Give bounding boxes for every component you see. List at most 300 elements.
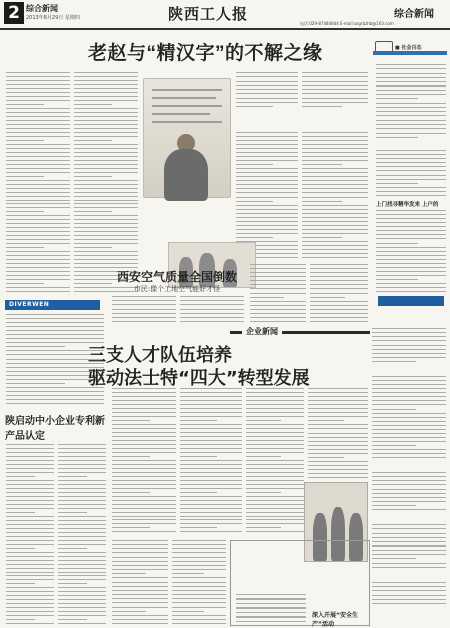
text-line: [112, 565, 168, 566]
text-line: [6, 243, 70, 244]
text-line: [112, 460, 176, 461]
text-line: [236, 176, 298, 177]
text-line: [112, 527, 150, 528]
text-line: [236, 89, 298, 90]
text-line: [236, 237, 273, 238]
text-line: [112, 424, 176, 425]
text-line: [180, 452, 242, 453]
lead-column-3: [236, 72, 298, 107]
text-line: [308, 408, 368, 409]
text-line: [376, 150, 446, 151]
text-line: [310, 313, 368, 314]
text-line: [246, 500, 304, 501]
text-line: [112, 577, 168, 578]
text-line: [302, 237, 342, 238]
text-line: [172, 602, 226, 603]
text-line: [6, 591, 54, 592]
text-line: [6, 572, 54, 573]
text-line: [250, 293, 306, 294]
text-line: [372, 524, 446, 525]
text-line: [372, 340, 446, 341]
text-line: [302, 221, 368, 222]
text-line: [376, 291, 446, 292]
lead-column-6: [302, 132, 368, 258]
text-line: [236, 598, 306, 599]
text-line: [308, 457, 344, 458]
text-line: [376, 187, 446, 188]
text-line: [372, 476, 446, 477]
text-line: [376, 166, 446, 167]
text-line: [172, 548, 226, 549]
text-line: [112, 440, 176, 441]
enterprise-banner-label: 企业新闻: [242, 326, 282, 337]
text-line: [302, 81, 368, 82]
text-line: [6, 84, 70, 85]
text-line: [302, 188, 368, 189]
text-line: [74, 80, 138, 81]
text-line: [250, 317, 306, 318]
header-info: 2013年8月29日 星期四: [26, 15, 80, 21]
text-line: [58, 480, 106, 481]
text-line: [6, 152, 70, 153]
text-line: [376, 137, 418, 138]
text-line: [372, 417, 446, 418]
text-line: [302, 140, 368, 141]
text-line: [6, 560, 54, 561]
text-line: [236, 140, 298, 141]
text-line: [172, 607, 226, 608]
text-line: [6, 448, 54, 449]
text-line: [6, 132, 70, 133]
text-line: [6, 136, 70, 137]
text-line: [372, 345, 446, 346]
text-line: [246, 452, 304, 453]
text-line: [372, 349, 446, 350]
text-line: [74, 227, 138, 228]
text-line: [376, 255, 446, 256]
text-line: [372, 505, 416, 506]
text-line: [58, 599, 106, 600]
text-line: [58, 496, 106, 497]
text-line: [250, 264, 306, 265]
text-line: [58, 579, 106, 580]
text-line: [376, 64, 446, 65]
text-line: [58, 568, 106, 569]
text-line: [74, 259, 138, 260]
text-line: [180, 412, 242, 413]
text-line: [112, 480, 176, 481]
safety-text: [236, 594, 306, 622]
text-line: [6, 556, 54, 557]
text-line: [6, 395, 104, 396]
text-line: [112, 300, 176, 301]
text-line: [112, 573, 146, 574]
text-line: [180, 460, 242, 461]
text-line: [172, 577, 226, 578]
text-line: [112, 586, 168, 587]
text-line: [58, 583, 87, 584]
text-line: [376, 81, 446, 82]
text-line: [112, 623, 168, 624]
text-line: [58, 524, 106, 525]
text-line: [6, 540, 54, 541]
text-line: [74, 243, 138, 244]
text-line: [302, 76, 368, 77]
text-line: [74, 116, 138, 117]
text-line: [180, 504, 242, 505]
text-line: [112, 444, 176, 445]
text-line: [112, 619, 168, 620]
text-line: [236, 213, 298, 214]
text-line: [236, 188, 298, 189]
text-line: [180, 480, 242, 481]
text-line: [236, 221, 298, 222]
text-line: [6, 176, 44, 177]
text-line: [308, 461, 368, 462]
text-line: [112, 317, 176, 318]
text-line: [180, 392, 242, 393]
text-line: [172, 586, 226, 587]
text-line: [6, 318, 104, 319]
text-line: [236, 192, 298, 193]
text-line: [74, 235, 138, 236]
text-line: [6, 247, 44, 248]
text-line: [6, 480, 54, 481]
text-line: [112, 456, 150, 457]
text-line: [372, 550, 446, 551]
text-line: [372, 537, 446, 538]
text-line: [58, 544, 106, 545]
text-line: [372, 586, 446, 587]
text-line: [308, 437, 368, 438]
text-line: [376, 103, 446, 104]
text-line: [58, 476, 87, 477]
text-line: [246, 508, 304, 509]
text-line: [246, 436, 304, 437]
text-line: [246, 428, 304, 429]
text-line: [58, 520, 106, 521]
text-line: [180, 420, 217, 421]
text-line: [112, 416, 176, 417]
text-line: [180, 500, 242, 501]
text-line: [180, 472, 242, 473]
text-line: [74, 84, 138, 85]
text-line: [246, 456, 281, 457]
text-line: [6, 383, 65, 384]
text-line: [74, 164, 138, 165]
text-line: [246, 480, 304, 481]
text-line: [112, 557, 168, 558]
text-line: [6, 619, 35, 620]
text-line: [74, 263, 138, 264]
text-line: [58, 619, 87, 620]
text-line: [376, 251, 446, 252]
text-line: [6, 464, 54, 465]
text-line: [6, 391, 104, 392]
text-line: [308, 473, 368, 474]
text-line: [6, 452, 54, 453]
text-line: [112, 420, 150, 421]
air-text-1: [112, 296, 176, 322]
text-line: [302, 176, 368, 177]
text-line: [112, 296, 176, 297]
text-line: [376, 267, 446, 268]
text-line: [236, 81, 298, 82]
text-line: [302, 98, 368, 99]
text-line: [6, 338, 104, 339]
text-line: [250, 301, 306, 302]
text-line: [302, 144, 368, 145]
text-line: [6, 603, 54, 604]
text-line: [112, 544, 168, 545]
text-line: [372, 328, 446, 329]
text-line: [112, 552, 168, 553]
text-line: [310, 301, 368, 302]
text-line: [302, 213, 368, 214]
text-line: [180, 400, 242, 401]
text-line: [372, 453, 446, 454]
text-line: [246, 516, 304, 517]
text-line: [6, 100, 70, 101]
text-line: [6, 508, 54, 509]
air-quality-subhead: 市民:像个工地空气能好才怪: [133, 285, 221, 293]
text-line: [250, 321, 306, 322]
text-line: [308, 396, 368, 397]
text-line: [6, 346, 65, 347]
text-line: [6, 92, 70, 93]
text-line: [246, 460, 304, 461]
text-line: [172, 569, 226, 570]
text-line: [310, 321, 368, 322]
text-line: [6, 104, 44, 105]
text-line: [302, 245, 368, 246]
text-line: [372, 501, 446, 502]
text-line: [74, 148, 138, 149]
text-line: [6, 524, 54, 525]
text-line: [302, 205, 368, 206]
text-line: [376, 77, 446, 78]
text-line: [236, 144, 298, 145]
text-line: [180, 296, 244, 297]
text-line: [372, 404, 446, 405]
text-line: [246, 416, 304, 417]
text-line: [308, 424, 368, 425]
text-line: [376, 283, 446, 284]
text-line: [6, 144, 70, 145]
text-line: [172, 594, 226, 595]
text-line: [180, 300, 244, 301]
text-line: [6, 116, 70, 117]
text-line: [58, 504, 106, 505]
text-line: [74, 136, 138, 137]
text-line: [372, 590, 446, 591]
text-line: [372, 392, 446, 393]
text-line: [74, 124, 138, 125]
text-line: [112, 408, 176, 409]
text-line: [310, 293, 368, 294]
text-line: [236, 168, 298, 169]
text-line: [376, 158, 446, 159]
text-line: [74, 96, 138, 97]
text-line: [6, 207, 70, 208]
text-line: [74, 255, 138, 256]
text-line: [6, 544, 54, 545]
text-line: [310, 268, 368, 269]
text-line: [376, 214, 446, 215]
text-line: [180, 484, 242, 485]
text-line: [172, 561, 226, 562]
text-line: [6, 516, 54, 517]
text-line: [308, 412, 368, 413]
text-line: [6, 255, 70, 256]
text-line: [376, 195, 446, 196]
text-line: [236, 136, 298, 137]
text-line: [180, 304, 244, 305]
text-line: [74, 215, 138, 216]
text-line: [308, 477, 368, 478]
text-line: [74, 92, 138, 93]
text-line: [112, 594, 168, 595]
text-line: [376, 175, 446, 176]
text-line: [172, 544, 226, 545]
right-banner-tag: ■ 社会百态: [395, 45, 422, 51]
text-line: [74, 247, 112, 248]
text-line: [112, 464, 176, 465]
text-line: [6, 399, 104, 400]
text-line: [112, 448, 176, 449]
text-line: [372, 388, 446, 389]
text-line: [6, 403, 104, 404]
text-line: [112, 615, 168, 616]
text-line: [180, 408, 242, 409]
text-line: [236, 607, 306, 608]
right-text-1: [376, 64, 446, 138]
person-figure: [164, 149, 208, 201]
text-line: [6, 552, 54, 553]
right-text-4: [372, 328, 446, 362]
text-line: [112, 452, 176, 453]
text-line: [112, 488, 176, 489]
enterprise-headline-line2: 驱动法士特“四大”转型发展: [88, 368, 310, 389]
text-line: [372, 376, 446, 377]
text-line: [112, 496, 176, 497]
text-line: [236, 106, 273, 107]
text-line: [376, 133, 446, 134]
text-line: [58, 595, 106, 596]
text-line: [376, 90, 446, 91]
lead-column-4: [302, 72, 368, 107]
text-line: [372, 445, 416, 446]
text-line: [180, 468, 242, 469]
text-line: [180, 321, 244, 322]
text-line: [376, 263, 446, 264]
patent-headline: 陕启动中小企业专利新产品认定: [5, 416, 105, 442]
text-line: [246, 484, 304, 485]
text-line: [302, 172, 368, 173]
text-line: [180, 464, 242, 465]
text-line: [180, 444, 242, 445]
text-line: [180, 317, 244, 318]
text-line: [236, 156, 298, 157]
text-line: [302, 168, 368, 169]
text-line: [6, 283, 44, 284]
text-line: [372, 489, 446, 490]
text-line: [302, 89, 368, 90]
text-line: [112, 540, 168, 541]
lead-headline: 老赵与“精汉字”的不解之缘: [88, 43, 323, 64]
text-line: [180, 523, 242, 524]
text-line: [372, 332, 446, 333]
text-line: [74, 140, 112, 141]
text-line: [372, 400, 446, 401]
text-line: [310, 276, 368, 277]
right-text-7: [372, 524, 446, 568]
text-line: [6, 484, 54, 485]
text-line: [58, 456, 106, 457]
text-line: [58, 564, 106, 565]
text-line: [372, 599, 446, 600]
text-line: [6, 322, 104, 323]
text-line: [58, 448, 106, 449]
text-line: [180, 388, 242, 389]
text-line: [180, 309, 244, 310]
text-line: [180, 492, 217, 493]
text-line: [74, 219, 138, 220]
text-line: [310, 284, 368, 285]
text-line: [376, 210, 446, 211]
text-line: [308, 400, 368, 401]
text-line: [112, 472, 176, 473]
text-line: [112, 531, 176, 532]
text-line: [6, 575, 54, 576]
text-line: [246, 440, 304, 441]
text-line: [112, 428, 176, 429]
text-line: [302, 136, 368, 137]
text-line: [6, 472, 54, 473]
text-line: [308, 453, 368, 454]
text-line: [6, 251, 70, 252]
text-line: [6, 108, 70, 109]
text-line: [112, 561, 168, 562]
text-line: [112, 396, 176, 397]
text-line: [6, 239, 70, 240]
text-line: [6, 235, 70, 236]
text-line: [74, 128, 138, 129]
text-line: [372, 472, 446, 473]
text-line: [246, 388, 304, 389]
text-line: [372, 336, 446, 337]
text-line: [180, 476, 242, 477]
text-line: [112, 476, 176, 477]
header-contact: 电话:029-87484844 E-mail:sxgrbzhb@163.com: [300, 21, 394, 26]
text-line: [302, 229, 368, 230]
text-line: [74, 156, 138, 157]
text-line: [58, 488, 106, 489]
text-line: [6, 330, 104, 331]
text-line: [180, 428, 242, 429]
text-line: [308, 469, 368, 470]
text-line: [74, 132, 138, 133]
text-line: [6, 196, 70, 197]
text-line: [372, 554, 446, 555]
text-line: [180, 436, 242, 437]
text-line: [74, 200, 138, 201]
text-line: [112, 484, 176, 485]
patent-text-3: [112, 540, 168, 624]
text-line: [372, 357, 446, 358]
text-line: [372, 567, 446, 568]
text-line: [172, 611, 204, 612]
